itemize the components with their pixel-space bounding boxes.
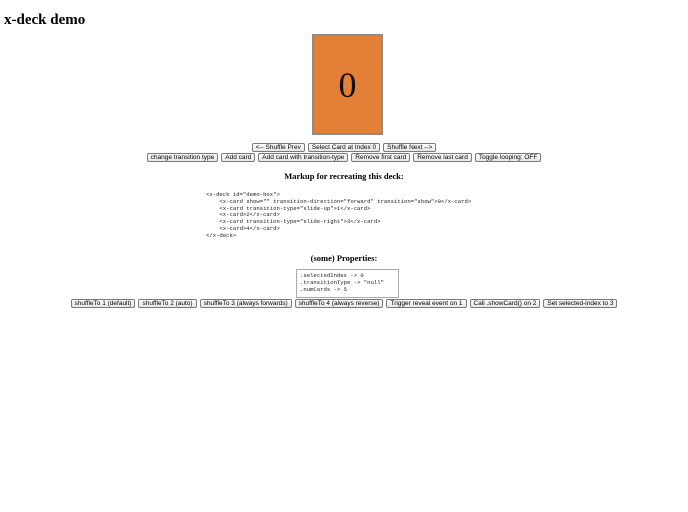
shuffle-prev-button[interactable]: <-- Shuffle Prev <box>252 143 305 152</box>
show-card-button[interactable]: Call .showCard() on 2 <box>470 299 541 308</box>
nav-button-row <box>0 143 688 152</box>
trigger-reveal-button[interactable]: Trigger reveal event on 1 <box>386 299 466 308</box>
x-deck-card[interactable] <box>312 34 383 135</box>
properties-box <box>296 269 399 298</box>
properties-code: .selectedIndex -> 0 .transitionType -> "null" .numCards -> 5 <box>300 272 384 293</box>
select-card-index-0-button[interactable]: Select Card at Index 0 <box>308 143 380 152</box>
properties-heading: (some) Properties: <box>310 253 378 263</box>
action-button-row <box>0 153 688 162</box>
remove-last-card-button[interactable]: Remove last card <box>413 153 472 162</box>
change-transition-type-button[interactable]: change transition type <box>147 153 219 162</box>
card-number: 0 <box>338 64 357 105</box>
markup-heading: Markup for recreating this deck: <box>284 171 404 181</box>
add-card-with-transition-button[interactable]: Add card with transition-type <box>258 153 348 162</box>
shuffle-next-button[interactable]: Shuffle Next --> <box>383 143 436 152</box>
remove-first-card-button[interactable]: Remove first card <box>351 153 410 162</box>
shuffle-to-3-button[interactable]: shuffleTo 3 (always forwards) <box>200 299 292 308</box>
shuffle-button-row <box>0 299 688 308</box>
markup-code: <x-deck id="demo-box"> <x-card show="" transition-direction="forward" transition="show">0</x-card> <x-card transition-type="slide-up">1</x-card> <x-card>2</x-card> <x-card transition-type="slide-right">3</x-card> <x-card>4</x-card> </x-deck> <box>206 191 472 239</box>
shuffle-to-1-button[interactable]: shuffleTo 1 (default) <box>71 299 136 308</box>
page-title: x-deck demo <box>4 12 86 28</box>
set-selected-index-button[interactable]: Set selected-index to 3 <box>543 299 617 308</box>
toggle-looping-button[interactable]: Toggle looping: OFF <box>475 153 542 162</box>
shuffle-to-4-button[interactable]: shuffleTo 4 (always reverse) <box>295 299 384 308</box>
shuffle-to-2-button[interactable]: shuffleTo 2 (auto) <box>138 299 196 308</box>
add-card-button[interactable]: Add card <box>221 153 255 162</box>
